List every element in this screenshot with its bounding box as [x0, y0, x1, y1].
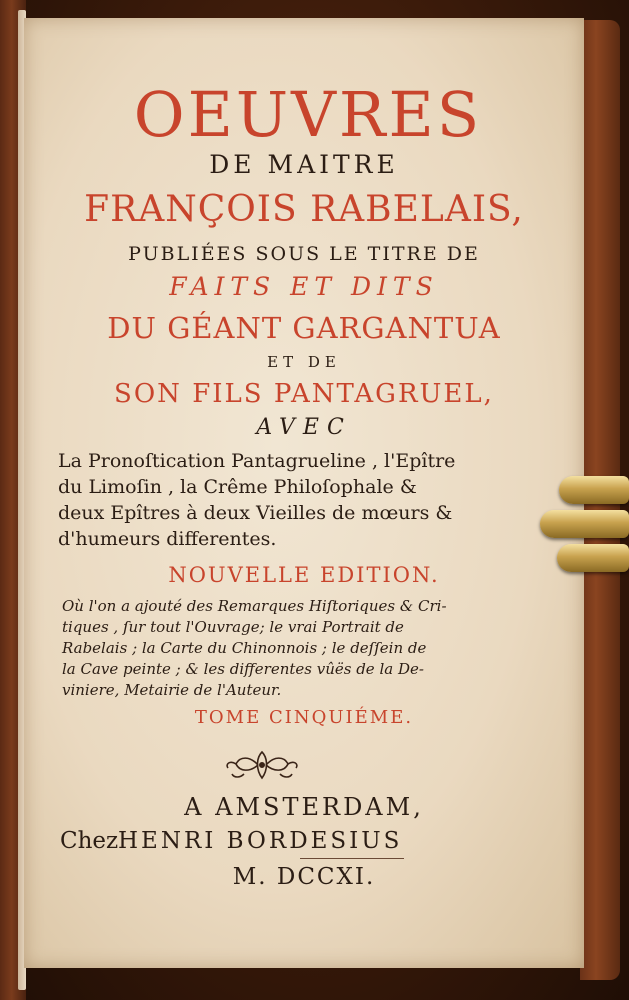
edition-note-line-3: Rabelais ; la Carte du Chinonnois ; le deſſein de [62, 639, 427, 657]
imprint-year: M. DCCXI. [232, 864, 376, 890]
imprint-printer: HENRI BORDESIUS [118, 828, 403, 854]
avec-line: AVEC [256, 415, 352, 440]
contents-line-3: deux Epîtres à deux Vieilles de mœurs & [58, 502, 453, 524]
edition-note-line-5: viniere, Metairie de l'Auteur. [62, 681, 282, 699]
son-fils-line: SON FILS PANTAGRUEL, [114, 379, 494, 409]
contents-line-4: d'humeurs differentes. [58, 528, 277, 550]
edition-note-line-1: Où l'on a ajouté des Remarques Hiſtoriques & Cri- [62, 597, 447, 615]
contents-line-2: du Limoſin , la Crême Philoſophale & [58, 476, 417, 498]
edition-note-line-2: tiques , ſur tout l'Ouvrage; le vrai Portrait de [62, 618, 404, 636]
divider-rule [300, 858, 404, 859]
faits-et-dits-line: FAITS ET DITS [169, 272, 439, 301]
imprint-chez: Chez [60, 828, 119, 854]
edition-note-line-4: la Cave peinte ; & les differentes vûës de la De- [62, 660, 424, 678]
published-under-line: PUBLIÉES SOUS LE TITRE DE [128, 243, 480, 265]
imprint-place: A AMSTERDAM, [184, 793, 424, 821]
de-maitre-line: DE MAITRE [209, 150, 399, 179]
tome-line: TOME CINQUIÉME. [194, 707, 414, 728]
book-title: OEUVRES [133, 78, 483, 151]
du-geant-line: DU GÉANT GARGANTUA [107, 311, 501, 345]
fleuron-ornament-icon [222, 748, 302, 782]
nouvelle-edition: NOUVELLE EDITION. [168, 563, 440, 587]
contents-line-1: La Pronoſtication Pantagrueline , l'Epître [58, 450, 456, 472]
et-de-line: ET DE [267, 353, 341, 371]
author-name: FRANÇOIS RABELAIS, [84, 189, 524, 230]
